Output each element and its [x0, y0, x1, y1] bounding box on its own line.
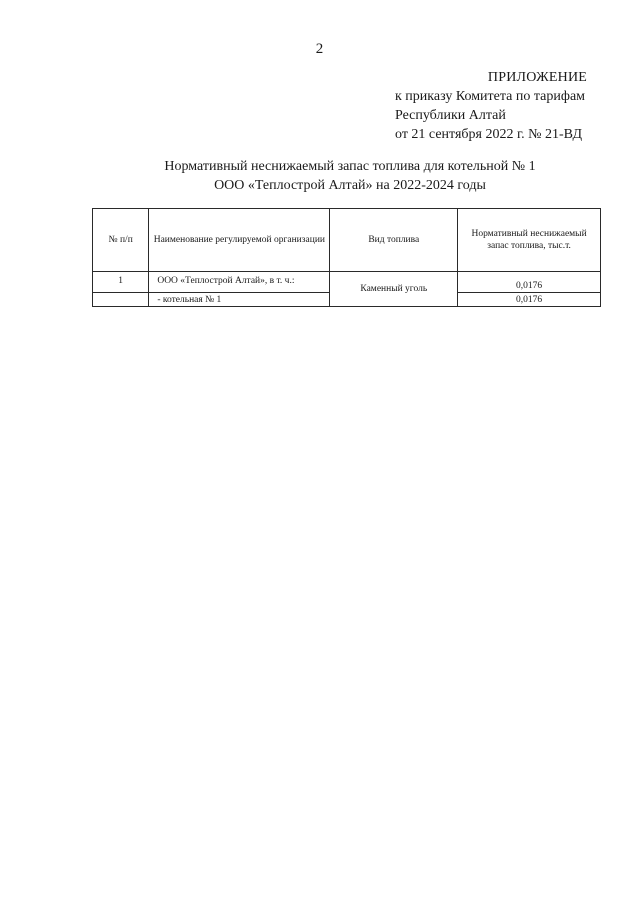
header-fuel — [330, 209, 458, 272]
row-num-cell: 1 — [93, 272, 149, 293]
header-num — [93, 209, 149, 272]
row-org-cell: - котельная № 1 — [149, 293, 330, 307]
header-reserve — [458, 209, 601, 272]
row-reserve-cell: 0,0176 — [458, 293, 601, 307]
row-org-cell: ООО «Теплострой Алтай», в т. ч.: — [149, 272, 330, 293]
appendix-heading: ПРИЛОЖЕНИЕ — [487, 70, 588, 85]
header-org — [149, 209, 330, 272]
header-reserve-label: Нормативный неснижаемый запас топлива, тыс.т. — [471, 229, 587, 251]
row-reserve-cell: 0,0176 — [458, 272, 601, 293]
table-row — [93, 272, 601, 293]
document-title — [120, 157, 580, 195]
row-num-cell — [93, 293, 149, 307]
document-title-line-1: Нормативный неснижаемый запас топлива для котельной № 1 — [164, 159, 536, 174]
fuel-reserve-table — [92, 208, 601, 307]
appendix-block — [395, 68, 635, 144]
table-header-row — [93, 209, 601, 272]
document-title-line-2: ООО «Теплострой Алтай» на 2022-2024 годы — [214, 178, 486, 193]
header-fuel-label: Вид топлива — [368, 235, 420, 245]
header-org-label: Наименование регулируемой организации — [153, 235, 325, 245]
header-num-label: № п/п — [108, 235, 133, 245]
row-fuel-cell: Каменный уголь — [330, 272, 458, 307]
appendix-line-date: от 21 сентября 2022 г. № 21-ВД — [395, 127, 582, 142]
page-number: 2 — [315, 41, 324, 57]
appendix-line-republic: Республики Алтай — [395, 108, 506, 123]
appendix-line-order: к приказу Комитета по тарифам — [395, 89, 586, 104]
